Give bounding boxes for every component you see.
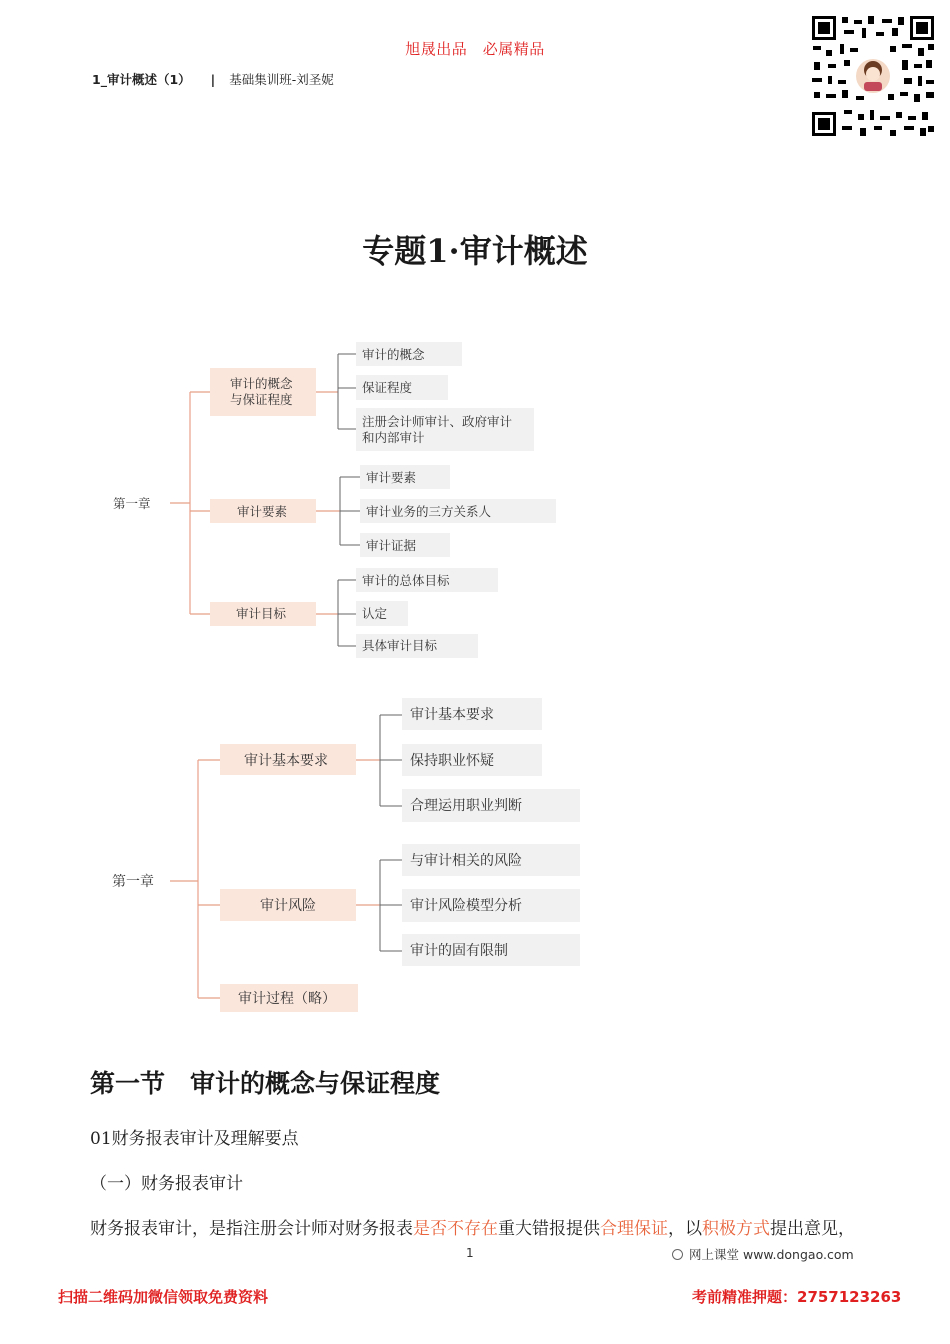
mm1-leaf: 保证程度 [362,380,413,395]
course-name: 1_审计概述（1） [92,72,191,87]
mm2-branch-label: 审计风险 [260,898,316,914]
section-title: 第一节 审计的概念与保证程度 [90,1069,441,1098]
header-separator: | [210,72,216,87]
brand-text: 网上课堂 www.dongao.com [689,1247,854,1262]
mm1-branch-label: 与保证程度 [230,392,293,407]
subheading-1: 01财务报表审计及理解要点 [90,1129,299,1149]
mm1-leaf: 审计的概念 [362,347,425,362]
para-highlight: 合理保证 [600,1219,668,1239]
mm1-leaf: 审计证据 [366,538,417,553]
footer-right-link[interactable]: 考前精准押题：2757123263 [692,1288,902,1306]
mm1-leaf: 审计业务的三方关系人 [366,504,492,519]
para-highlight: 是否不存在 [413,1219,498,1239]
mm1-root: 第一章 [113,496,151,511]
mm2-branch-label: 审计基本要求 [244,753,328,769]
mm1-leaf: 认定 [362,606,388,621]
mm2-leaf: 审计基本要求 [410,707,494,723]
mm1-branch-label: 审计要素 [237,504,288,519]
dongao-logo-icon [672,1249,683,1260]
para-text: 提出意见， [770,1219,855,1239]
para-text: ，以 [668,1219,702,1239]
mm2-leaf: 合理运用职业判断 [410,798,522,814]
page-title: 专题1·审计概述 [362,232,588,270]
class-name: 基础集训班-刘圣妮 [229,72,334,87]
mm2-leaf: 审计的固有限制 [410,943,508,959]
mm2-leaf: 保持职业怀疑 [410,753,494,769]
mm1-leaf: 具体审计目标 [362,638,438,653]
para-highlight: 积极方式 [702,1219,770,1239]
body-paragraph [90,1214,855,1239]
footer-left-link[interactable]: 扫描二维码加微信领取免费资料 [58,1288,269,1306]
brand-footer [672,1245,854,1263]
mm1-leaf: 注册会计师审计、政府审计 [362,414,513,429]
mm2-branch-label: 审计过程（略） [238,991,336,1007]
mm1-leaf: 审计的总体目标 [362,573,450,588]
para-text: 重大错报提供 [498,1219,600,1239]
para-text: 财务报表审计，是指注册会计师对财务报表 [90,1219,413,1239]
mm1-leaf: 和内部审计 [362,430,425,445]
mm2-leaf: 与审计相关的风险 [410,853,522,869]
mm2-leaf: 审计风险模型分析 [410,898,522,914]
subheading-2: （一）财务报表审计 [90,1174,243,1194]
mm1-branch-label: 审计的概念 [230,376,293,391]
top-banner: 旭晟出品 必属精品 [405,40,545,58]
mm2-root: 第一章 [112,874,154,890]
mm1-leaf: 审计要素 [366,470,417,485]
mm1-branch-label: 审计目标 [236,606,287,621]
page-number: 1 [466,1246,474,1260]
